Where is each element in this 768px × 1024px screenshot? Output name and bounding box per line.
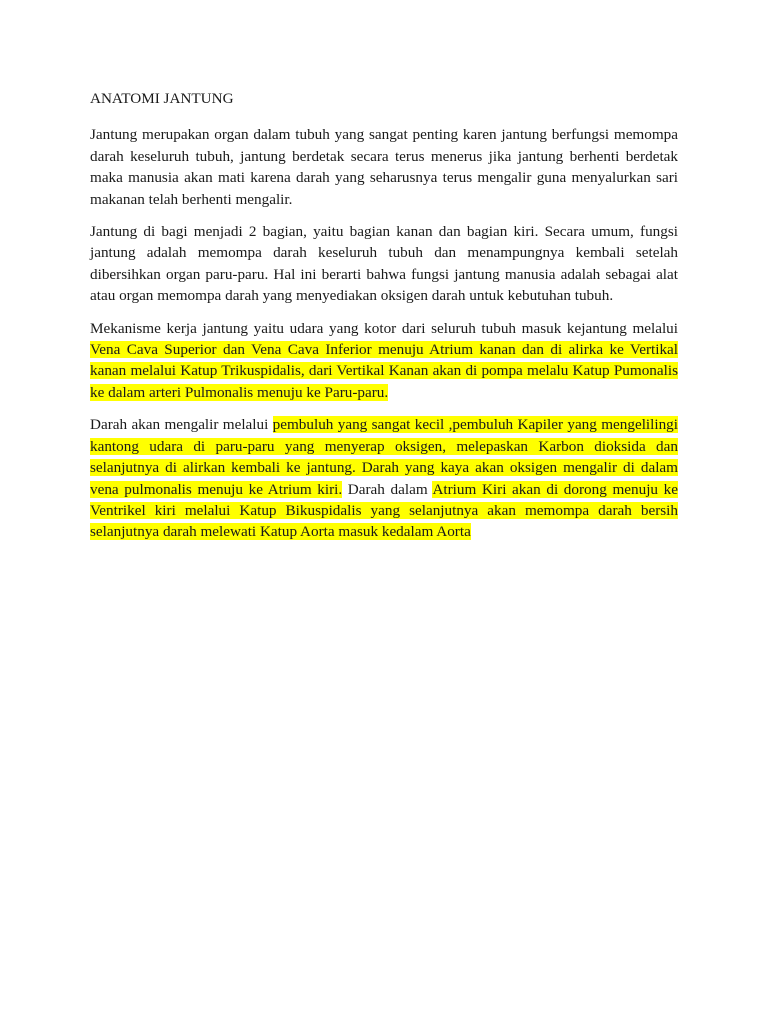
paragraph-2: [90, 221, 678, 307]
paragraph-text: Darah dalam: [342, 480, 433, 498]
paragraph-text: Darah akan mengalir melalui: [90, 416, 273, 434]
paragraph-3: [90, 318, 678, 404]
document-title: ANATOMI JANTUNG: [90, 90, 234, 107]
highlighted-text: Atrium Kiri akan di dorong menuju ke Ventrikel kiri melalui Katup Bikuspidalis yang selanjutnya akan memompa darah bersih selanjutnya darah melewati Katup Aorta masuk kedalam Aorta: [90, 480, 678, 541]
paragraph-1: [90, 124, 678, 210]
paragraph-text: Mekanisme kerja jantung yaitu udara yang kotor dari seluruh tubuh masuk kejantung melalui: [90, 319, 678, 337]
paragraph-text: Jantung di bagi menjadi 2 bagian, yaitu bagian kanan dan bagian kiri. Secara umum, fungsi jantung adalah memompa darah keseluruh tubuh dan menampungnya kembali setelah dibersihkan organ paru-paru. Hal ini berarti bahwa fungsi jantung manusia adalah sebagai alat atau organ memompa darah yang menyediakan oksigen darah untuk kebutuhan tubuh.: [90, 223, 678, 305]
document-page: [90, 88, 678, 554]
highlighted-text: Vena Cava Superior dan Vena Cava Inferior menuju Atrium kanan dan di alirka ke Vertikal kanan melalui Katup Trikuspidalis, dari Vertikal Kanan akan di pompa melalu Katup Pumonalis ke dalam arteri Pulmonalis menuju ke Paru-paru.: [90, 341, 678, 401]
highlighted-text: pembuluh yang sangat kecil ,pembuluh Kapiler yang mengelilingi kantong udara di paru-paru yang menyerap oksigen, melepaskan Karbon dioksida dan selanjutnya di alirkan kembali ke jantung. Darah yang kaya akan oksigen mengalir di dalam vena pulmonalis menuju ke Atrium kiri.: [90, 416, 678, 498]
paragraph-4: [90, 414, 678, 542]
paragraph-text: Jantung merupakan organ dalam tubuh yang sangat penting karen jantung berfungsi memompa darah keseluruh tubuh, jantung berdetak secara terus menerus jika jantung berhenti berdetak maka manusia akan mati karena darah yang seharusnya terus mengalir guna menyalurkan sari makanan telah berhenti mengalir.: [90, 126, 678, 208]
